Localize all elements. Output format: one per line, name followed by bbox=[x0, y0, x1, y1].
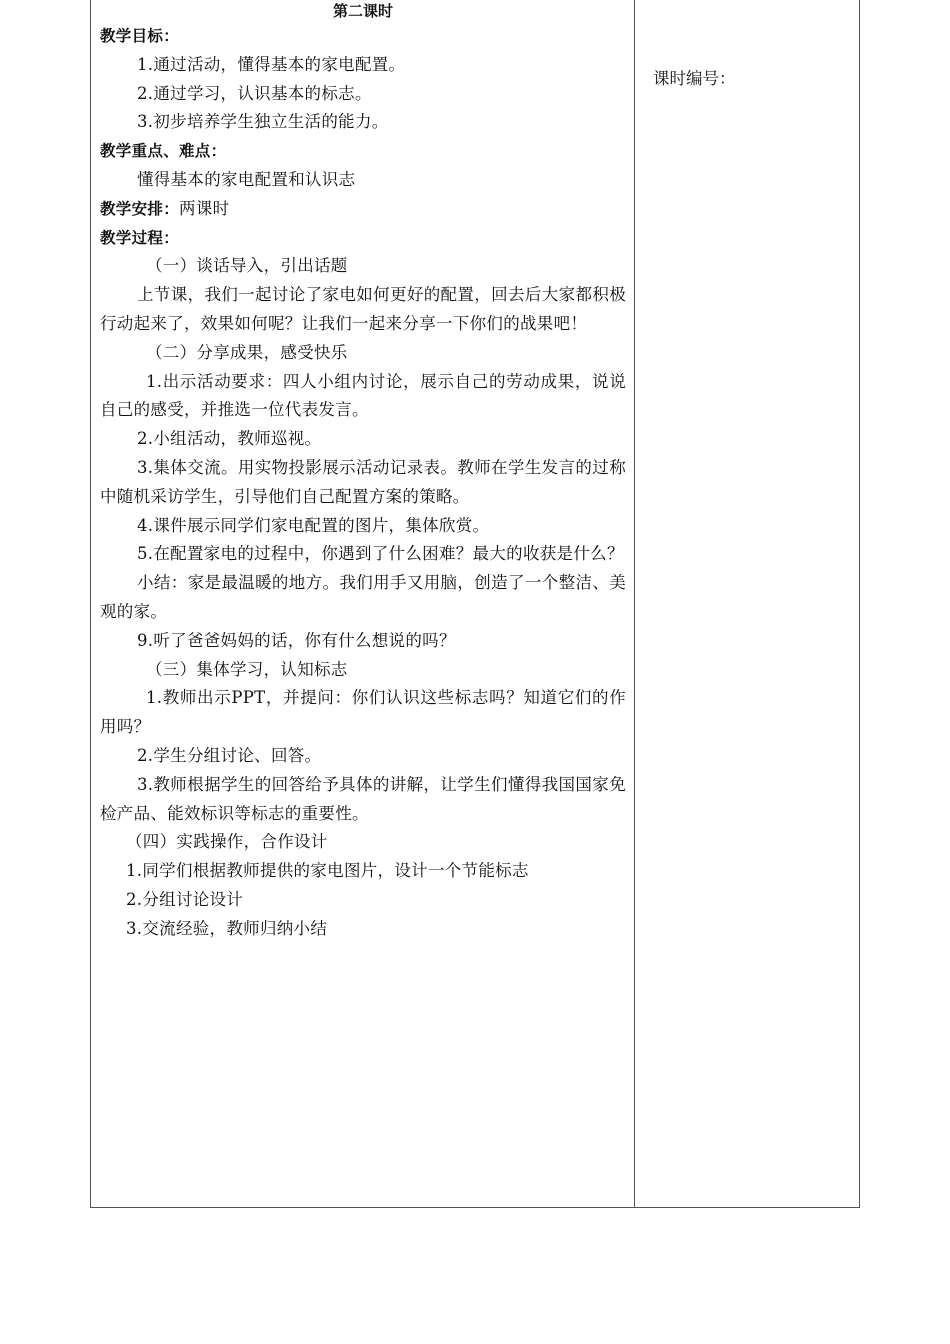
section-title: （三）集体学习，认知标志 bbox=[146, 659, 348, 679]
section-title: （二）分享成果，感受快乐 bbox=[146, 342, 348, 362]
section-title: （一）谈话导入，引出话题 bbox=[146, 256, 348, 276]
objective-item: 1.通过活动，懂得基本的家电配置。 bbox=[137, 54, 406, 74]
section-item: 5.在配置家电的过程中，你遇到了什么困难？最大的收获是什么？ bbox=[137, 544, 624, 564]
section-item: 3.交流经验，教师归纳小结 bbox=[126, 918, 328, 938]
key-points-text: 懂得基本的家电配置和认识志 bbox=[137, 169, 356, 189]
lesson-number-label: 课时编号： bbox=[653, 69, 736, 88]
lesson-title: 第二课时 bbox=[332, 2, 393, 20]
schedule-line bbox=[100, 195, 626, 224]
key-points-heading: 教学重点、难点： bbox=[100, 142, 227, 161]
section-item: 2.分组讨论设计 bbox=[126, 889, 244, 909]
section-item: 1.出示活动要求：四人小组内讨论，展示自己的劳动成果，说说自己的感受，并推选一位代表发言。 bbox=[100, 371, 626, 420]
section-paragraph: 上节课，我们一起讨论了家电如何更好的配置，回去后大家都积极行动起来了，效果如何呢？让我们一起来分享一下你们的战果吧！ bbox=[100, 285, 626, 333]
summary-paragraph: 小结：家是最温暖的地方。我们用手又用脑，创造了一个整洁、美观的家。 bbox=[100, 573, 626, 621]
main-column bbox=[91, 0, 634, 944]
section-item: 2.学生分组讨论、回答。 bbox=[137, 745, 322, 765]
schedule-value: 两课时 bbox=[179, 198, 230, 218]
lesson-plan-table bbox=[90, 0, 860, 1208]
side-column bbox=[635, 0, 859, 94]
schedule-heading: 教学安排： bbox=[100, 199, 180, 218]
objective-item: 3.初步培养学生独立生活的能力。 bbox=[137, 112, 389, 132]
section-item: 4.课件展示同学们家电配置的图片，集体欣赏。 bbox=[137, 515, 490, 535]
column-divider bbox=[634, 0, 635, 1207]
section-item: 1.同学们根据教师提供的家电图片，设计一个节能标志 bbox=[126, 861, 529, 881]
process-heading: 教学过程： bbox=[100, 228, 180, 247]
section-title: （四）实践操作，合作设计 bbox=[126, 832, 328, 852]
objectives-heading: 教学目标： bbox=[100, 27, 180, 45]
section-item: 9.听了爸爸妈妈的话，你有什么想说的吗？ bbox=[137, 630, 456, 650]
section-item: 3.教师根据学生的回答给予具体的讲解，让学生们懂得我国国家免检产品、能效标识等标志的重要性。 bbox=[100, 774, 626, 823]
section-item: 1.教师出示PPT，并提问：你们认识这些标志吗？知道它们的作用吗？ bbox=[100, 688, 626, 737]
section-item: 3.集体交流。用实物投影展示活动记录表。教师在学生发言的过称中随机采访学生，引导他们自己配置方案的策略。 bbox=[100, 457, 626, 506]
objective-item: 2.通过学习，认识基本的标志。 bbox=[137, 83, 372, 103]
section-item: 2.小组活动，教师巡视。 bbox=[137, 429, 322, 449]
